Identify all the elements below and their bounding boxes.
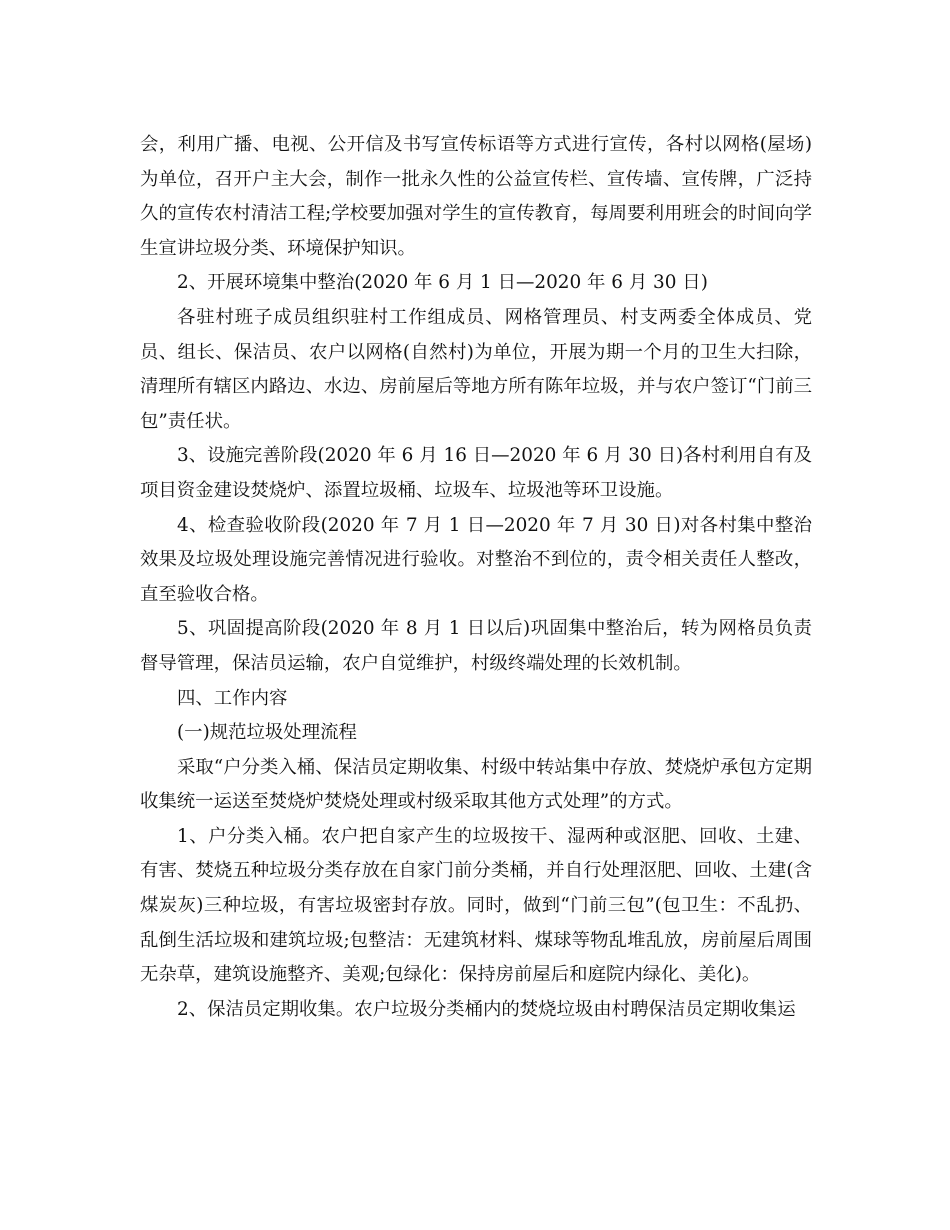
paragraph: 3、设施完善阶段(2020 年 6 月 16 日—2020 年 6 月 30 日)各村利用自有及项目资金建设焚烧炉、添置垃圾桶、垃圾车、垃圾池等环卫设施。 — [140, 445, 812, 501]
paragraph: 5、巩固提高阶段(2020 年 8 月 1 日以后)巩固集中整治后，转为网格员负责督导管理，保洁员运输，农户自觉维护，村级终端处理的长效机制。 — [140, 618, 812, 674]
section-heading: 2、开展环境集中整治(2020 年 6 月 1 日—2020 年 6 月 30 日) — [177, 272, 708, 294]
paragraph: 采取“户分类入桶、保洁员定期收集、村级中转站集中存放、焚烧炉承包方定期收集统一运送至焚烧炉焚烧处理或村级采取其他方式处理”的方式。 — [140, 756, 812, 813]
paragraph: 会，利用广播、电视、公开信及书写宣传标语等方式进行宣传，各村以网格(屋场)为单位，召开户主大会，制作一批永久性的公益宣传栏、宣传墙、宣传牌，广泛持久的宣传农村清洁工程;学校要加强对学生的宣传教育，每周要利用班会的时间向学生宣讲垃圾分类、环境保护知识。 — [140, 134, 812, 259]
paragraph: 2、保洁员定期收集。农户垃圾分类桶内的焚烧垃圾由村聘保洁员定期收集运 — [177, 998, 796, 1020]
paragraph: 4、检查验收阶段(2020 年 7 月 1 日—2020 年 7 月 30 日)对各村集中整治效果及垃圾处理设施完善情况进行验收。对整治不到位的，责令相关责任人整改，直至验收合格。 — [140, 514, 812, 605]
paragraph: 1、户分类入桶。农户把自家产生的垃圾按干、湿两种或沤肥、回收、土建、有害、焚烧五种垃圾分类存放在自家门前分类桶，并自行处理沤肥、回收、土建(含煤炭灰)三种垃圾，有害垃圾密封存放。同时，做到“门前三包”(包卫生：不乱扔、乱倒生活垃圾和建筑垃圾;包整洁：无建筑材料、煤球等物乱堆乱放，房前屋后周围无杂草，建筑设施整齐、美观;包绿化：保持房前屋后和庭院内绿化、美化)。 — [140, 825, 812, 986]
subsection-heading: (一)规范垃圾处理流程 — [177, 722, 357, 744]
section-heading: 四、工作内容 — [177, 687, 288, 709]
document-body — [140, 128, 812, 1027]
paragraph: 各驻村班子成员组织驻村工作组成员、网格管理员、村支两委全体成员、党员、组长、保洁员、农户以网格(自然村)为单位，开展为期一个月的卫生大扫除，清理所有辖区内路边、水边、房前屋后等地方所有陈年垃圾，并与农户签订“门前三包”责任状。 — [140, 306, 812, 432]
